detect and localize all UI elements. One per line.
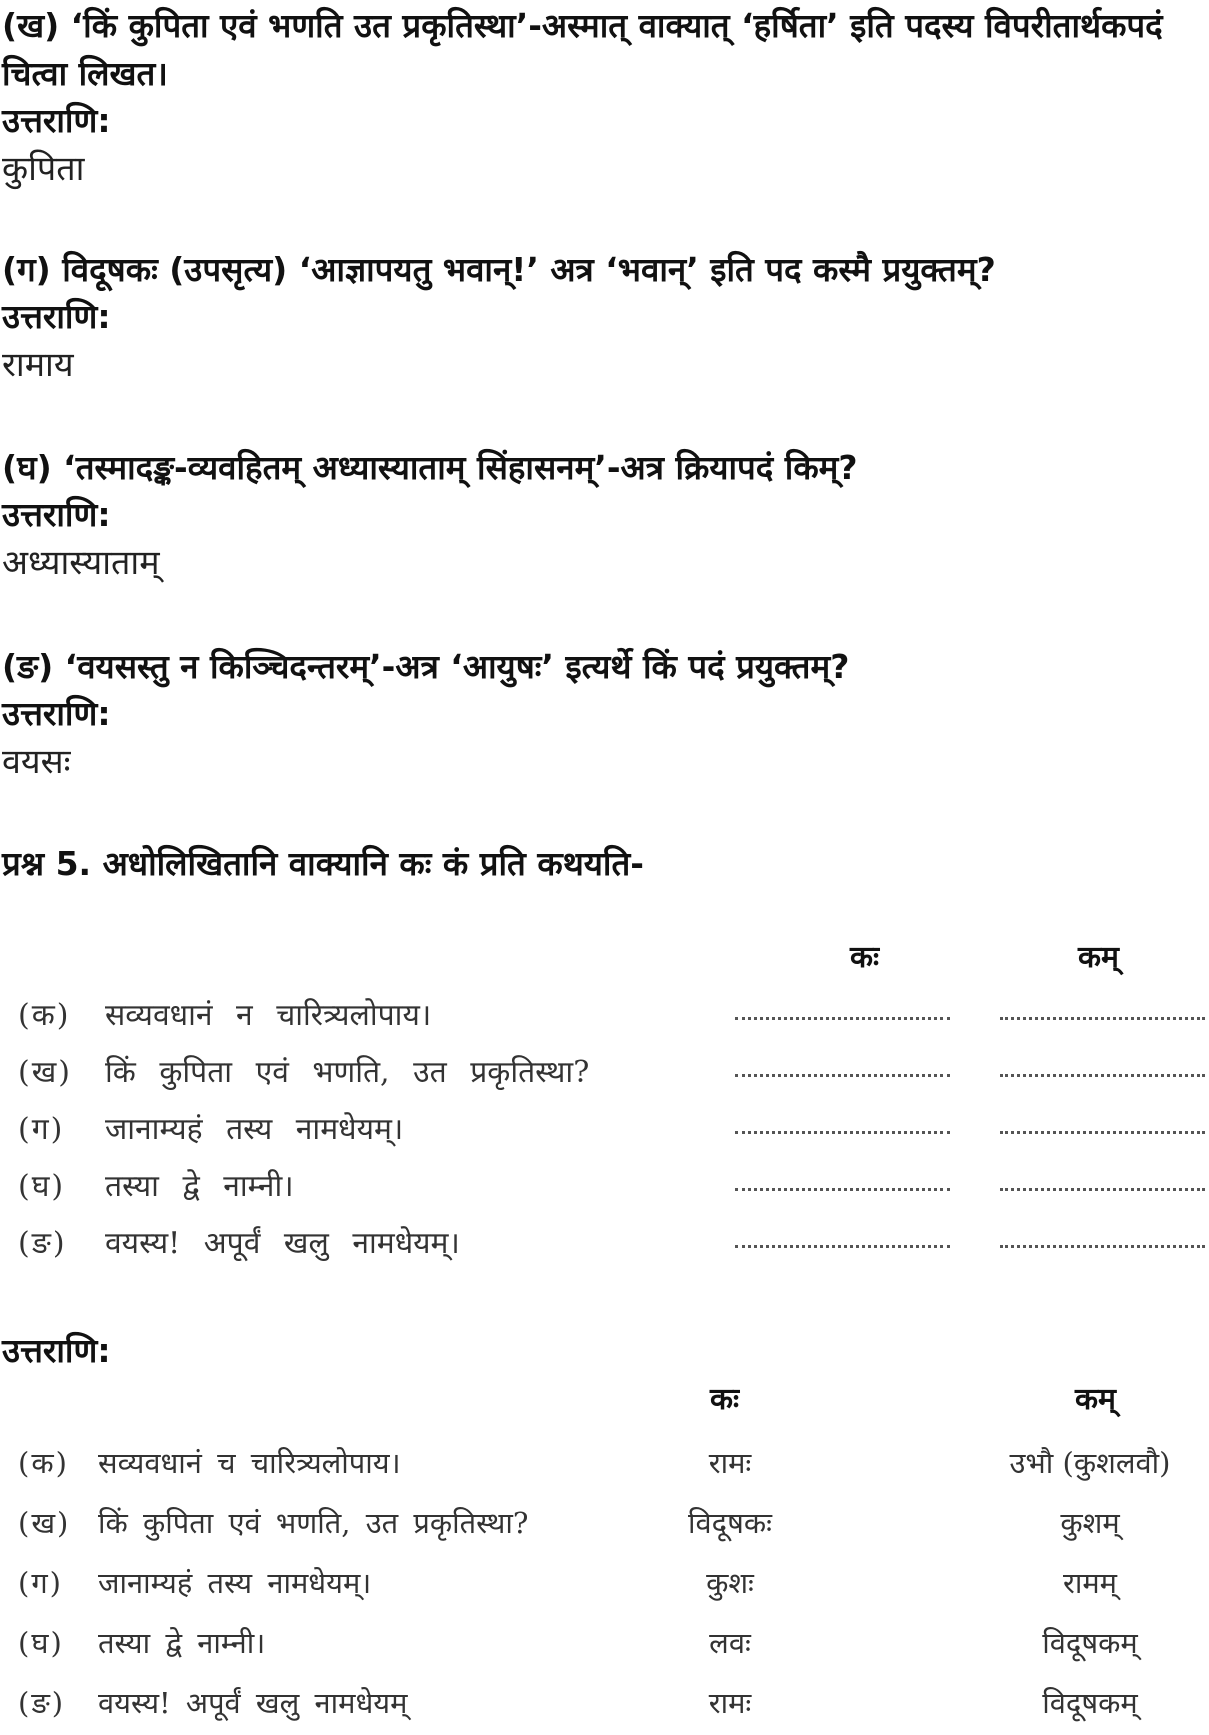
row-number: (क) (18, 998, 71, 1033)
blank-who[interactable] (735, 1245, 950, 1248)
col-whom-header: कम् (1078, 940, 1119, 975)
col-whom-header: कम् (1075, 1382, 1116, 1417)
row-sentence: जानाम्यहं तस्य नामधेयम्। (105, 1112, 404, 1147)
question-5-heading: प्रश्न 5. अधोलिखितानि वाक्यानि कः कं प्रति कथयति- (2, 844, 644, 883)
exercise-table (0, 935, 1209, 1270)
question-kha-text: (ख) ‘किं कुपिता एवं भणति उत प्रकृतिस्था’-अस्मात् वाक्यात् ‘हर्षिता’ इति पदस्य विपरीतार्थकपदं चित्वा लिखत। (2, 6, 1163, 93)
row-sentence: वयस्य! अपूर्वं खलु नामधेयम् (98, 1686, 408, 1720)
col-who-header: कः (850, 940, 880, 975)
row-sentence: सव्यवधानं च चारित्र्यलोपाय। (98, 1446, 401, 1480)
speaker: रामः (708, 1686, 752, 1720)
answer-ga: रामाय (2, 345, 74, 385)
answer-header (0, 1375, 1209, 1435)
answer-row (0, 1555, 1209, 1615)
blank-whom[interactable] (1000, 1074, 1205, 1077)
row-sentence: तस्या द्वे नाम्नी। (105, 1169, 294, 1204)
addressee: विदूषकम् (1042, 1626, 1138, 1660)
exercise-row (0, 1042, 1209, 1099)
row-sentence: सव्यवधानं न चारित्र्यलोपाय। (105, 998, 432, 1033)
blank-whom[interactable] (1000, 1131, 1205, 1134)
exercise-row (0, 985, 1209, 1042)
speaker: लवः (709, 1626, 751, 1660)
answers-heading: उत्तराणि: (2, 1331, 111, 1370)
exercise-row (0, 1156, 1209, 1213)
col-who-header: कः (710, 1382, 740, 1417)
answer-row (0, 1615, 1209, 1675)
answer-label: उत्तराणि: (2, 495, 111, 534)
row-sentence: वयस्य! अपूर्वं खलु नामधेयम्। (105, 1226, 460, 1261)
answer-row (0, 1435, 1209, 1495)
row-number: (क) (18, 1446, 69, 1480)
question-ga-text: (ग) विदूषकः (उपसृत्य) ‘आज्ञापयतु भवान्!’ अत्र ‘भवान्’ इति पद कस्मै प्रयुक्तम्? (2, 250, 996, 289)
exercise-row (0, 1213, 1209, 1270)
answer-nga: वयसः (2, 742, 71, 782)
question-ga-block (2, 246, 1202, 390)
blank-who[interactable] (735, 1131, 950, 1134)
answer-gha: अध्यास्याताम् (2, 543, 160, 583)
addressee: कुशम् (1060, 1506, 1120, 1540)
row-number: (ङ) (18, 1226, 67, 1261)
question-nga-block (2, 643, 1202, 787)
blank-who[interactable] (735, 1017, 950, 1020)
exercise-header (0, 935, 1209, 985)
addressee: विदूषकम् (1042, 1686, 1138, 1720)
question-gha-text: (घ) ‘तस्मादङ्क-व्यवहितम् अध्यास्याताम् सिंहासनम्’-अत्र क्रियापदं किम्? (2, 448, 858, 487)
row-number: (घ) (18, 1169, 66, 1204)
addressee: उभौ (कुशलवौ) (1009, 1446, 1171, 1480)
row-sentence: किं कुपिता एवं भणति, उत प्रकृतिस्था? (105, 1055, 590, 1090)
answer-label: उत्तराणि: (2, 694, 111, 733)
row-number: (ख) (18, 1055, 72, 1090)
question-gha-block (2, 444, 1202, 588)
blank-who[interactable] (735, 1188, 950, 1191)
speaker: विदूषकः (688, 1506, 772, 1540)
row-sentence: किं कुपिता एवं भणति, उत प्रकृतिस्था? (98, 1506, 529, 1540)
blank-whom[interactable] (1000, 1245, 1205, 1248)
answer-row (0, 1675, 1209, 1735)
blank-who[interactable] (735, 1074, 950, 1077)
question-kha-block (2, 2, 1202, 194)
row-number: (ङ) (18, 1686, 66, 1720)
row-number: (घ) (18, 1626, 64, 1660)
speaker: कुशः (706, 1566, 754, 1600)
blank-whom[interactable] (1000, 1017, 1205, 1020)
row-sentence: तस्या द्वे नाम्नी। (98, 1626, 266, 1660)
answer-kha: कुपिता (2, 149, 85, 189)
question-nga-text: (ङ) ‘वयसस्तु न किञ्चिदन्तरम्’-अत्र ‘आयुषः’ इत्यर्थे किं पदं प्रयुक्तम्? (2, 647, 850, 686)
answer-row (0, 1495, 1209, 1555)
exercise-row (0, 1099, 1209, 1156)
row-number: (ग) (18, 1566, 63, 1600)
answer-label: उत्तराणि: (2, 297, 111, 336)
answer-table (0, 1375, 1209, 1735)
row-number: (ख) (18, 1506, 71, 1540)
answer-label: उत्तराणि: (2, 101, 111, 140)
blank-whom[interactable] (1000, 1188, 1205, 1191)
addressee: रामम् (1062, 1566, 1118, 1600)
row-number: (ग) (18, 1112, 65, 1147)
speaker: रामः (708, 1446, 752, 1480)
row-sentence: जानाम्यहं तस्य नामधेयम्। (98, 1566, 372, 1600)
